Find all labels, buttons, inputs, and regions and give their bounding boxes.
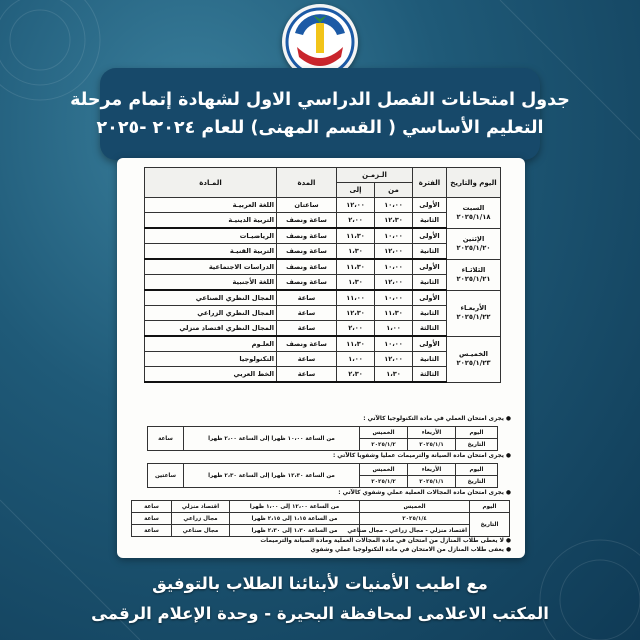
maintenance-note: ● يجرى امتحان مادة الصيانة والترميمات عمليا وشفويا كالآتي : bbox=[332, 453, 511, 459]
header-period: الفترة bbox=[413, 168, 447, 198]
period-cell: الأولى bbox=[413, 198, 447, 213]
from-cell: ١،٣٠ bbox=[375, 367, 413, 383]
to-cell: ٢،٠٠ bbox=[337, 213, 375, 229]
duration-cell: ساعة ونصف bbox=[277, 213, 337, 229]
field-name: مجال زراعي bbox=[172, 513, 230, 525]
period-cell: الأولى bbox=[413, 336, 447, 352]
header-duration: المدة bbox=[277, 168, 337, 198]
subject-cell: الدراسات الاجتماعية bbox=[145, 259, 277, 275]
from-cell: ١،٠٠ bbox=[375, 321, 413, 337]
duration-value: ساعة bbox=[132, 513, 172, 525]
tech-practical-table bbox=[147, 426, 498, 451]
duration-cell: ساعة bbox=[277, 306, 337, 321]
subject-cell: العلـوم bbox=[145, 336, 277, 352]
from-cell: ١٠،٠٠ bbox=[375, 228, 413, 244]
date-label: التاريخ bbox=[456, 439, 498, 451]
footer-wishes: مع اطيب الأمنيات لأبنائنا الطلاب بالتوفيق bbox=[152, 574, 488, 593]
day-value: الخميس bbox=[360, 464, 408, 476]
duration-value: ساعة bbox=[132, 501, 172, 513]
period-cell: الأولى bbox=[413, 228, 447, 244]
title-line-1: جدول امتحانات الفصل الدراسي الاول لشهادة إتمام مرحلة bbox=[70, 90, 570, 110]
date-label: التاريخ bbox=[470, 513, 510, 537]
to-cell: ٢،٣٠ bbox=[337, 367, 375, 383]
day-value: الخميس bbox=[360, 501, 470, 513]
from-cell: ١٠،٠٠ bbox=[375, 198, 413, 213]
footnote-2: ● يعفى طلاب المنازل من الامتحان في مادة التكنولوجيا عملي وشفوي bbox=[310, 547, 511, 553]
subject-cell: المجال النظري اقتصاد منزلي bbox=[145, 321, 277, 337]
date-label: التاريخ bbox=[456, 476, 498, 488]
period-cell: الأولى bbox=[413, 259, 447, 275]
table-row bbox=[145, 198, 501, 213]
to-cell: ١،٣٠ bbox=[337, 275, 375, 291]
header-subject: المـادة bbox=[145, 168, 277, 198]
title-banner bbox=[70, 68, 570, 160]
to-cell: ٢،٠٠ bbox=[337, 321, 375, 337]
day-cell: الإثنين ٢٠٢٥/١/٢٠ bbox=[447, 228, 501, 259]
day-value: الأربعاء bbox=[408, 427, 456, 439]
subject-cell: المجال النظري الزراعي bbox=[145, 306, 277, 321]
subject-cell: التكنولوجيا bbox=[145, 352, 277, 367]
header-time-from: من bbox=[375, 183, 413, 198]
duration-cell: ساعة bbox=[277, 367, 337, 383]
table-row bbox=[145, 259, 501, 275]
date-value: ٢٠٢٥/١/١ bbox=[408, 476, 456, 488]
time-range: من الساعة ١٢،٣٠ ظهرا إلى الساعة ٢،٣٠ ظهرا bbox=[184, 464, 360, 488]
header-day: اليوم والتاريخ bbox=[447, 168, 501, 198]
duration-cell: ساعة ونصف bbox=[277, 259, 337, 275]
duration-cell: ساعة ونصف bbox=[277, 228, 337, 244]
subject-cell: اللغة الأجنبية bbox=[145, 275, 277, 291]
day-value: الخميس bbox=[360, 427, 408, 439]
period-cell: الأولى bbox=[413, 290, 447, 306]
time-range: من الساعة ١،١٥ إلى ٢،١٥ ظهرا bbox=[230, 513, 360, 525]
footer-office: المكتب الاعلامى لمحافظة البحيرة - وحدة الإعلام الرقمى bbox=[91, 604, 549, 623]
day-cell: الخميـس ٢٠٢٥/١/٢٣ bbox=[447, 336, 501, 382]
duration-cell: ساعتان bbox=[277, 198, 337, 213]
title-line-2: التعليم الأساسي ( القسم المهنى) للعام ٢٠٢٤ -٢٠٢٥ bbox=[96, 118, 544, 138]
from-cell: ١٢،٣٠ bbox=[375, 213, 413, 229]
date-value: ٢٠٢٥/١/٤ bbox=[360, 513, 470, 525]
from-cell: ١٠،٠٠ bbox=[375, 290, 413, 306]
to-cell: ١١،٣٠ bbox=[337, 259, 375, 275]
subject-cell: المجال النظري الصناعي bbox=[145, 290, 277, 306]
day-cell: الأربعـاء ٢٠٢٥/١/٢٢ bbox=[447, 290, 501, 336]
time-range: من الساعة ١٢،٠٠ إلى ١،٠٠ ظهرا bbox=[230, 501, 360, 513]
from-cell: ١٢،٠٠ bbox=[375, 244, 413, 260]
logo-emblem-icon bbox=[285, 7, 355, 77]
table-row bbox=[145, 336, 501, 352]
subject-cell: التربية الفنيـة bbox=[145, 244, 277, 260]
day-value: الأربعاء bbox=[408, 464, 456, 476]
day-label: اليوم bbox=[470, 501, 510, 513]
duration-cell: ساعة ونصف bbox=[277, 275, 337, 291]
date-value: ٢٠٢٥/١/١ bbox=[408, 439, 456, 451]
date-value: ٢٠٢٥/١/٢ bbox=[360, 439, 408, 451]
duration-cell: ساعة ونصف bbox=[277, 336, 337, 352]
period-cell: الثالثة bbox=[413, 321, 447, 337]
to-cell: ١،٠٠ bbox=[337, 352, 375, 367]
duration-value: ساعتين bbox=[148, 464, 184, 488]
to-cell: ١١،٠٠ bbox=[337, 290, 375, 306]
duration-cell: ساعة bbox=[277, 290, 337, 306]
table-row bbox=[145, 290, 501, 306]
practical-fields-table bbox=[131, 500, 510, 537]
maintenance-table bbox=[147, 463, 498, 488]
from-cell: ١٢،٠٠ bbox=[375, 275, 413, 291]
period-cell: الثانية bbox=[413, 244, 447, 260]
period-cell: الثانية bbox=[413, 352, 447, 367]
subject-cell: الرياضيـات bbox=[145, 228, 277, 244]
duration-cell: ساعة ونصف bbox=[277, 244, 337, 260]
schedule-document bbox=[117, 158, 525, 558]
subject-cell: اللغة العربيـة bbox=[145, 198, 277, 213]
to-cell: ١،٣٠ bbox=[337, 244, 375, 260]
period-cell: الثالثة bbox=[413, 367, 447, 383]
tech-practical-note: ● يجرى امتحان العملي في مادة التكنولوجيا كالآتي : bbox=[363, 416, 511, 422]
from-cell: ١١،٣٠ bbox=[375, 306, 413, 321]
duration-value: ساعة bbox=[132, 525, 172, 537]
field-name: مجال صناعي bbox=[172, 525, 230, 537]
practical-fields-note: ● يجرى امتحان مادة المجالات العملية عملي وشفوي كالآتي : bbox=[338, 490, 511, 496]
to-cell: ١١،٣٠ bbox=[337, 336, 375, 352]
time-range: من الساعة ١٠،٠٠ ظهرا إلى الساعة ٢،٠٠ ظهرا bbox=[184, 427, 360, 451]
footnote-1: ● لا يعطى طلاب المنازل من امتحان في مادة المجالات العملية ومادة الصيانة والترميمات bbox=[260, 538, 511, 544]
from-cell: ١٠،٠٠ bbox=[375, 336, 413, 352]
subject-cell: الخط العربي bbox=[145, 367, 277, 383]
table-row bbox=[145, 228, 501, 244]
field-name: اقتصاد منزلي bbox=[172, 501, 230, 513]
day-cell: السبت ٢٠٢٥/١/١٨ bbox=[447, 198, 501, 229]
to-cell: ١١،٣٠ bbox=[337, 228, 375, 244]
to-cell: ١٢،٠٠ bbox=[337, 198, 375, 213]
header-time: الـزمـن bbox=[337, 168, 413, 183]
day-label: اليوم bbox=[456, 427, 498, 439]
period-cell: الثانية bbox=[413, 275, 447, 291]
from-cell: ١٢،٠٠ bbox=[375, 352, 413, 367]
from-cell: ١٠،٠٠ bbox=[375, 259, 413, 275]
date-value: ٢٠٢٥/١/٢ bbox=[360, 476, 408, 488]
duration-value: ساعة bbox=[148, 427, 184, 451]
duration-cell: ساعة bbox=[277, 321, 337, 337]
period-cell: الثانية bbox=[413, 213, 447, 229]
duration-cell: ساعة bbox=[277, 352, 337, 367]
header-time-to: إلى bbox=[337, 183, 375, 198]
period-cell: الثانية bbox=[413, 306, 447, 321]
subject-cell: التربية الدينيـة bbox=[145, 213, 277, 229]
exam-schedule-table bbox=[144, 167, 501, 383]
to-cell: ١٢،٣٠ bbox=[337, 306, 375, 321]
day-cell: الثلاثـاء ٢٠٢٥/١/٢١ bbox=[447, 259, 501, 290]
time-range: من الساعة ١،٣٠ إلى ٢،٣٠ ظهرا bbox=[230, 525, 360, 537]
fields-description: اقتصاد منزلي - مجال زراعي - مجال صناعي bbox=[360, 525, 470, 537]
day-label: اليوم bbox=[456, 464, 498, 476]
